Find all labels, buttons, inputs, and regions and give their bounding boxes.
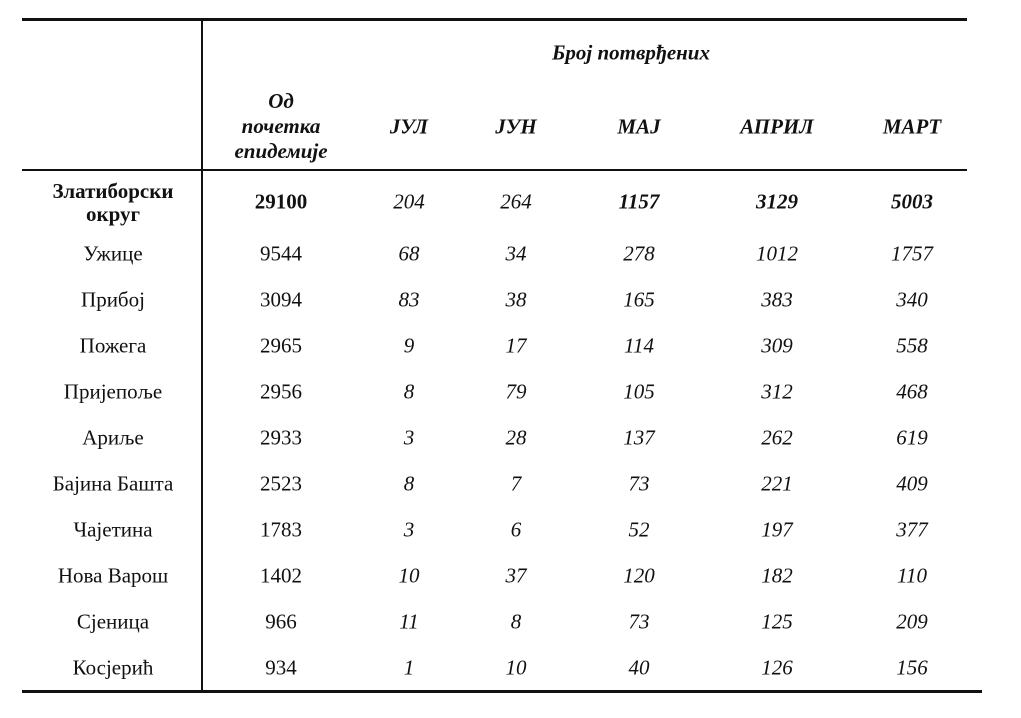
table-row-jul: 1 — [403, 655, 415, 680]
table-row-name: Пријепоље — [63, 379, 163, 404]
table-row-mart: 110 — [897, 563, 927, 588]
table-row-jun: 79 — [505, 379, 527, 404]
table-row-april: 309 — [761, 333, 793, 358]
table-row-mart: 619 — [896, 425, 928, 450]
table-row-jul: 83 — [398, 287, 420, 312]
table-row-mart: 340 — [896, 287, 928, 312]
table-row-jul: 8 — [403, 471, 415, 496]
table-row-jun: 7 — [510, 471, 522, 496]
header-jun: ЈУН — [495, 114, 537, 139]
since-start-line-1: Од — [268, 89, 294, 114]
table-row-maj: 120 — [623, 563, 655, 588]
total-row-mart: 5003 — [891, 189, 933, 214]
table-row-maj: 165 — [623, 287, 655, 312]
table-row-maj: 73 — [628, 609, 650, 634]
since-start-line-2: почетка — [241, 114, 321, 139]
table-row-total: 966 — [265, 609, 297, 634]
total-row-total: 29100 — [254, 189, 308, 214]
table-row-april: 182 — [761, 563, 793, 588]
total-row-name — [53, 180, 174, 226]
table-row-jun: 8 — [510, 609, 522, 634]
table-row-mart: 156 — [896, 655, 928, 680]
table-row-name: Сјеница — [76, 609, 150, 634]
table-row-mart: 209 — [896, 609, 928, 634]
header-maj: МАЈ — [617, 114, 661, 139]
table-row-maj: 137 — [623, 425, 655, 450]
table-row-jul: 68 — [398, 241, 420, 266]
table-row-total: 934 — [265, 655, 297, 680]
table-row-jun: 17 — [505, 333, 527, 358]
total-row-name-line-2: округ — [85, 202, 141, 226]
header-rule — [22, 169, 967, 171]
table-row-jun: 10 — [505, 655, 527, 680]
header-mart: МАРТ — [882, 114, 942, 139]
table-row-jul: 9 — [403, 333, 415, 358]
table-row-jul: 3 — [403, 425, 415, 450]
table-row-maj: 105 — [623, 379, 655, 404]
table-row-jul: 8 — [403, 379, 415, 404]
table-row-name: Нова Варош — [57, 563, 169, 588]
table-row-name: Косјерић — [72, 655, 154, 680]
table-row-name: Прибој — [81, 287, 145, 312]
since-start-header — [234, 89, 327, 165]
table-row-jun: 37 — [505, 563, 527, 588]
total-row-april: 3129 — [756, 189, 798, 214]
total-row-name-line-1: Златиборски — [52, 178, 174, 203]
table-row-mart: 377 — [896, 517, 928, 542]
table-row-april: 383 — [761, 287, 793, 312]
table-row-april: 197 — [761, 517, 793, 542]
table-row-mart: 1757 — [891, 241, 933, 266]
table-row-total: 9544 — [260, 241, 302, 266]
group-header: Број потврђених — [552, 40, 710, 65]
table-row-total: 2523 — [260, 471, 302, 496]
table-row-april: 221 — [761, 471, 793, 496]
total-row-maj: 1157 — [618, 189, 660, 214]
table-row-total: 3094 — [260, 287, 302, 312]
table-row-april: 262 — [761, 425, 793, 450]
table-row-name: Чајетина — [73, 517, 153, 542]
table-row-jun: 6 — [510, 517, 522, 542]
table-row-mart: 558 — [896, 333, 928, 358]
table-row-jul: 11 — [399, 609, 419, 634]
table-row-maj: 278 — [623, 241, 655, 266]
table-row-jul: 10 — [398, 563, 420, 588]
table-row-april: 126 — [761, 655, 793, 680]
table-row-april: 1012 — [756, 241, 798, 266]
table-row-april: 125 — [761, 609, 793, 634]
table-row-name: Ужице — [83, 241, 143, 266]
table-row-jun: 38 — [505, 287, 527, 312]
total-row-jun: 264 — [500, 189, 532, 214]
header-april: АПРИЛ — [740, 114, 814, 139]
table-row-maj: 40 — [628, 655, 650, 680]
header-jul: ЈУЛ — [389, 114, 429, 139]
table-row-total: 2965 — [260, 333, 302, 358]
table-row-jun: 34 — [505, 241, 527, 266]
since-start-line-3: епидемије — [234, 139, 328, 164]
table-row-name: Бајина Башта — [52, 471, 174, 496]
table-row-name: Ариље — [82, 425, 144, 450]
table-row-total: 1783 — [260, 517, 302, 542]
table-row-april: 312 — [761, 379, 793, 404]
table-row-total: 1402 — [260, 563, 302, 588]
top-rule — [22, 18, 967, 21]
table-row-maj: 73 — [628, 471, 650, 496]
table-row-maj: 52 — [628, 517, 650, 542]
table-row-total: 2933 — [260, 425, 302, 450]
bottom-rule — [22, 690, 982, 693]
table-row-total: 2956 — [260, 379, 302, 404]
table-row-maj: 114 — [624, 333, 654, 358]
table-row-mart: 468 — [896, 379, 928, 404]
total-row-jul: 204 — [393, 189, 425, 214]
vertical-divider — [201, 20, 203, 692]
table-row-jul: 3 — [403, 517, 415, 542]
table-row-jun: 28 — [505, 425, 527, 450]
table-row-mart: 409 — [896, 471, 928, 496]
table-row-name: Пожега — [79, 333, 147, 358]
